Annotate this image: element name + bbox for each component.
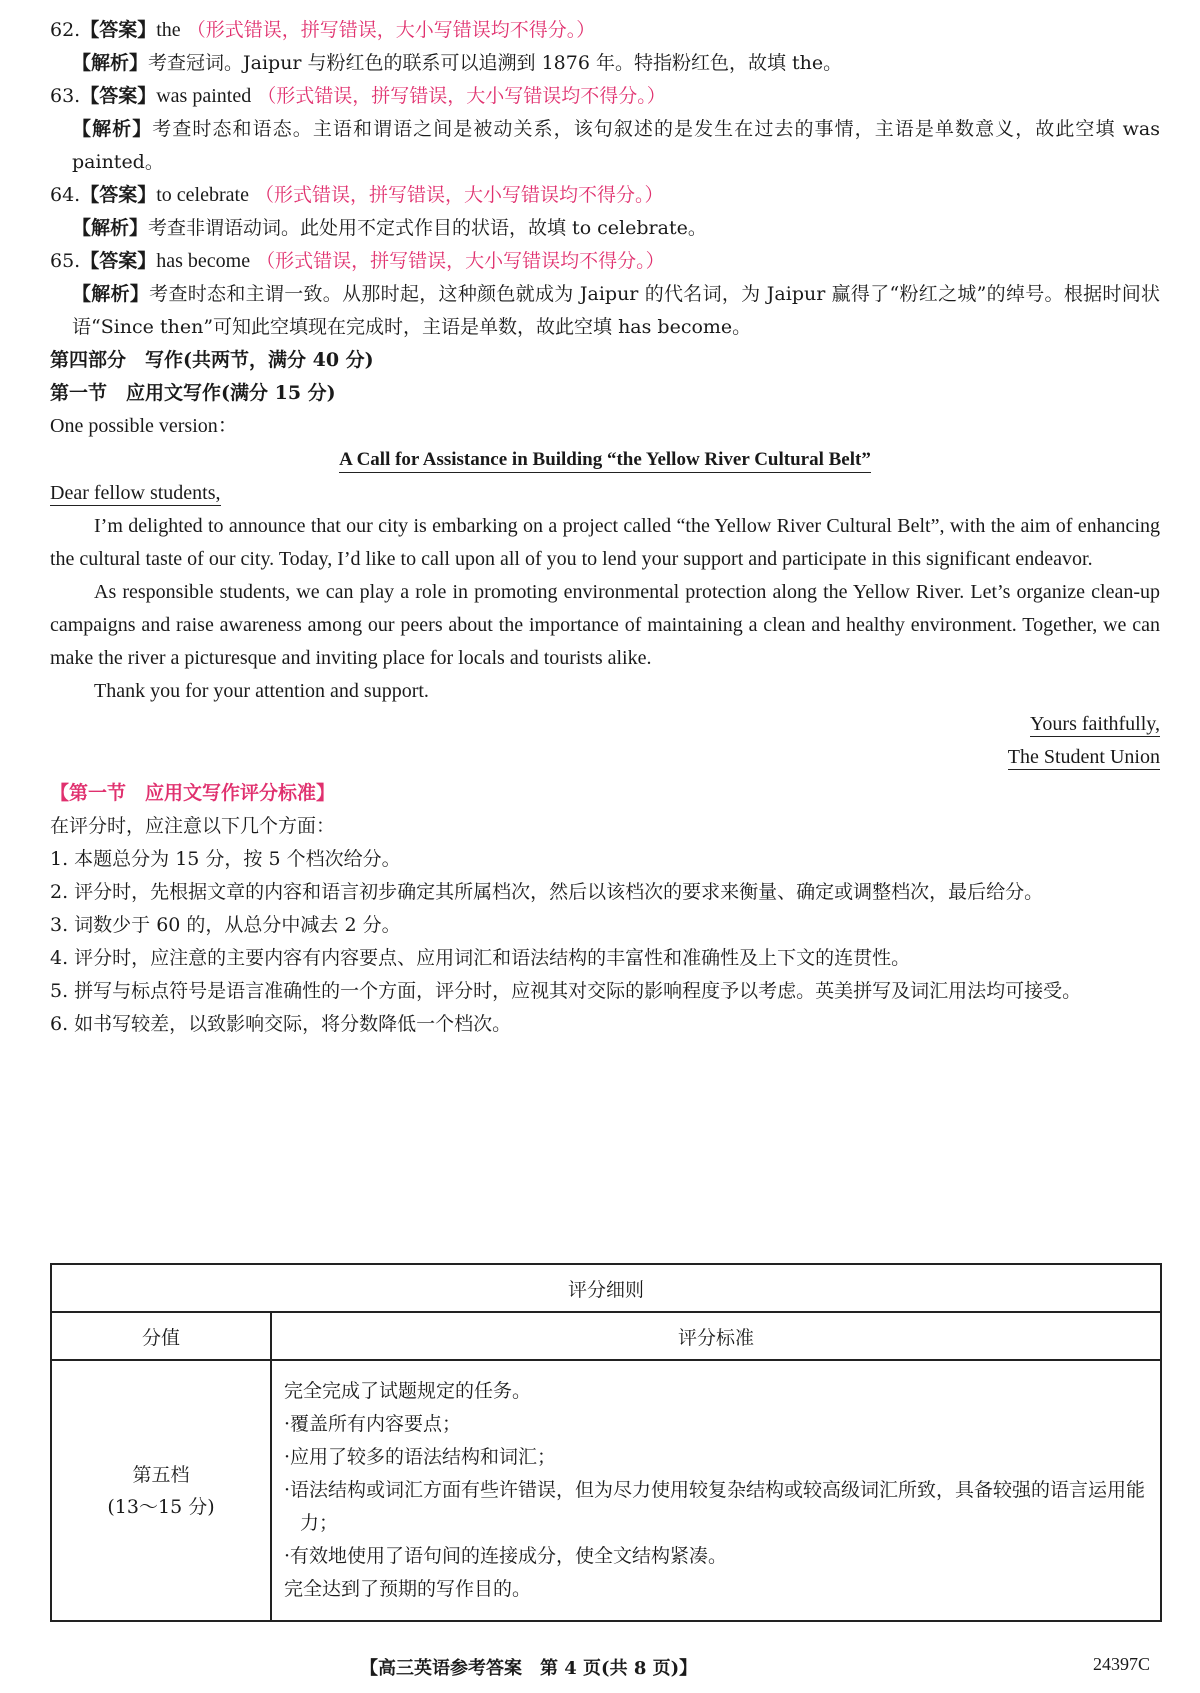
answer-tag: 【答案】 — [80, 250, 157, 272]
possible-version-label: One possible version： — [50, 415, 238, 437]
essay-greeting: Dear fellow students, — [50, 482, 221, 504]
level-name: 第五档 — [132, 1463, 190, 1486]
level-range: (13～15 分) — [107, 1495, 215, 1518]
standard-line: ·有效地使用了语句间的连接成分，使全文结构紧凑。 — [284, 1545, 728, 1567]
answer-tag: 【答案】 — [80, 184, 157, 206]
answer-note: （形式错误，拼写错误，大小写错误均不得分。） — [255, 184, 664, 206]
question-number: 64. — [50, 184, 81, 206]
criteria-item: 4. 评分时，应注意的主要内容有内容要点、应用词汇和语法结构的丰富性和准确性及上下文的连贯性。 — [50, 947, 911, 969]
criteria-item: 5. 拼写与标点符号是语言准确性的一个方面，评分时，应视其对交际的影响程度予以考虑。英美拼写及词汇用法均可接受。 — [50, 980, 1082, 1002]
answer-value: was painted — [156, 85, 252, 107]
answer-page — [50, 14, 1160, 1041]
criteria-item: 6. 如书写较差，以致影响交际，将分数降低一个档次。 — [50, 1013, 512, 1035]
standard-line: ·覆盖所有内容要点； — [284, 1413, 462, 1435]
answer-value: to celebrate — [156, 184, 249, 206]
analysis-62 — [50, 47, 1160, 80]
answer-value: has become — [156, 250, 251, 272]
analysis-65 — [50, 278, 1160, 344]
standard-cell — [271, 1360, 1161, 1621]
analysis-text: 考查非谓语动词。此处用不定式作目的状语，故填 to celebrate。 — [148, 217, 707, 239]
essay-title: A Call for Assistance in Building “the Yellow River Cultural Belt” — [339, 449, 871, 473]
standard-line: ·语法结构或词汇方面有些许错误，但为尽力使用较复杂结构或较高级词汇所致，具备较强的语言运用能力； — [284, 1479, 1146, 1534]
table-row — [51, 1360, 1161, 1621]
standard-line: 完全完成了试题规定的任务。 — [284, 1380, 532, 1402]
answer-tag: 【答案】 — [80, 19, 157, 41]
essay-signature-row — [50, 741, 1160, 774]
analysis-64 — [50, 212, 1160, 245]
scoring-table — [50, 1263, 1162, 1622]
answer-63 — [50, 80, 1160, 113]
table-title: 评分细则 — [51, 1264, 1161, 1312]
question-number: 63. — [50, 85, 81, 107]
standard-line: ·应用了较多的语法结构和词汇； — [284, 1446, 557, 1468]
question-number: 62. — [50, 19, 81, 41]
analysis-63 — [50, 113, 1160, 179]
analysis-text: 考查冠词。Jaipur 与粉红色的联系可以追溯到 1876 年。特指粉红色，故填 the。 — [148, 52, 843, 74]
question-number: 65. — [50, 250, 81, 272]
criteria-item: 2. 评分时，先根据文章的内容和语言初步确定其所属档次，然后以该档次的要求来衡量、确定或调整档次，最后给分。 — [50, 881, 1044, 903]
footer-title: 【高三英语参考答案 第 4 页(共 8 页)】 — [360, 1658, 698, 1679]
column-header-score: 分值 — [51, 1312, 271, 1360]
criteria-intro: 在评分时，应注意以下几个方面： — [50, 815, 336, 837]
essay-paragraph: As responsible students, we can play a role in promoting environmental protection along the Yellow River. Let’s organize clean-up campaigns and raise awareness among our peers about the importance of maintaining a clean and healthy environment. Together, we can make the river a picturesque and inviting place for locals and tourists alike. — [50, 581, 1160, 669]
answer-tag: 【答案】 — [80, 85, 157, 107]
analysis-tag: 【解析】 — [72, 52, 149, 74]
analysis-tag: 【解析】 — [72, 283, 150, 305]
analysis-tag: 【解析】 — [72, 217, 149, 239]
analysis-tag: 【解析】 — [72, 118, 153, 140]
analysis-text: 考查时态和语态。主语和谓语之间是被动关系，该句叙述的是发生在过去的事情，主语是单数意义，故此空填 was painted。 — [72, 118, 1160, 173]
essay-paragraph: Thank you for your attention and support. — [94, 680, 429, 702]
footer-code: 24397C — [1092, 1654, 1150, 1674]
essay-paragraph: I’m delighted to announce that our city is embarking on a project called “the Yellow River Cultural Belt”, with the aim of enhancing the cultural taste of our city. Today, I’d like to call upon all of you to lend your support and participate in this significant endeavor. — [50, 515, 1160, 570]
answer-62 — [50, 14, 1160, 47]
essay-closing: Yours faithfully, — [1029, 713, 1160, 735]
level-cell — [51, 1360, 271, 1621]
standard-line: 完全达到了预期的写作目的。 — [284, 1578, 532, 1600]
essay-title-row — [50, 443, 1160, 477]
analysis-text: 考查时态和主谓一致。从那时起，这种颜色就成为 Jaipur 的代名词，为 Jaipur 赢得了“粉红之城”的绰号。根据时间状语“Since then”可知此空填现在完成时，主语是单数，故此空填 has become。 — [72, 283, 1160, 338]
answer-note: （形式错误，拼写错误，大小写错误均不得分。） — [257, 85, 666, 107]
criteria-heading: 【第一节 应用文写作评分标准】 — [50, 782, 336, 804]
column-header-standard: 评分标准 — [271, 1312, 1161, 1360]
criteria-item: 3. 词数少于 60 的，从总分中减去 2 分。 — [50, 914, 401, 936]
answer-64 — [50, 179, 1160, 212]
section-heading: 第一节 应用文写作(满分 15 分) — [50, 382, 336, 404]
essay-signature: The Student Union — [1007, 746, 1160, 768]
answer-note: （形式错误，拼写错误，大小写错误均不得分。） — [256, 250, 665, 272]
essay-greeting-row — [50, 477, 1160, 510]
answer-note: （形式错误，拼写错误，大小写错误均不得分。） — [186, 19, 596, 41]
essay-closing-row — [50, 708, 1160, 741]
answer-value: the — [156, 19, 181, 41]
part-heading: 第四部分 写作(共两节，满分 40 分) — [50, 349, 374, 371]
criteria-item: 1. 本题总分为 15 分，按 5 个档次给分。 — [50, 848, 401, 870]
answer-65 — [50, 245, 1160, 278]
